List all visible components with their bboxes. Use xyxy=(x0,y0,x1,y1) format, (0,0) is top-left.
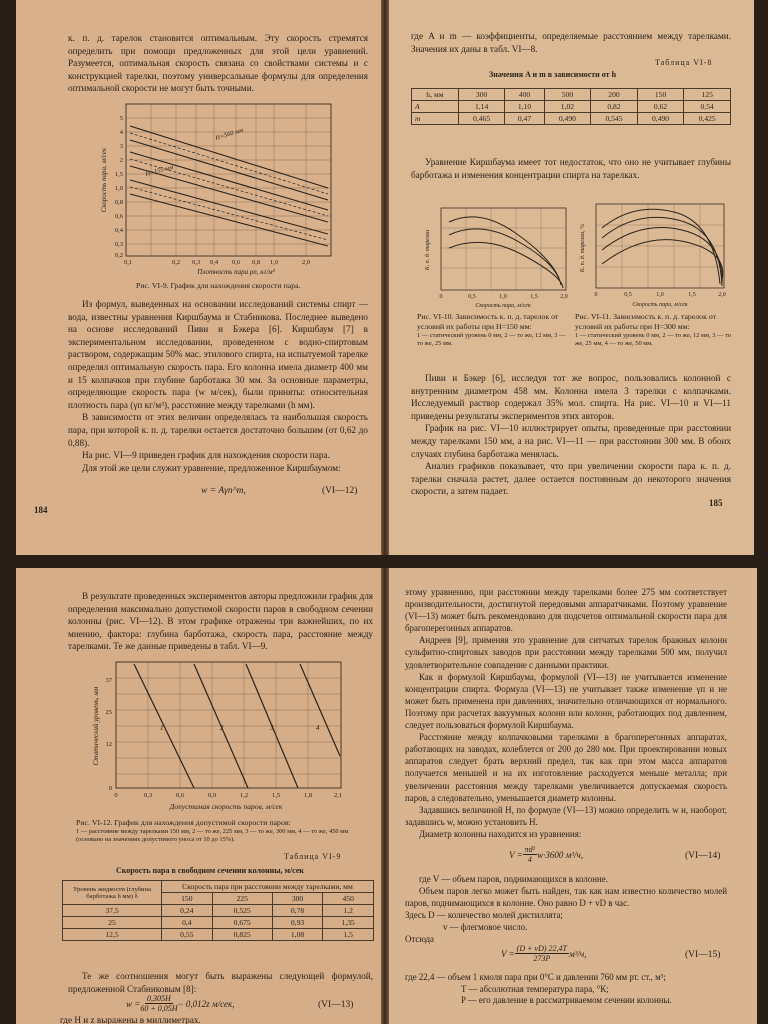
fig9-ytick: 2 xyxy=(119,157,123,164)
table-vi-9-label: Таблица VI-9 xyxy=(284,852,342,861)
formula14-left: V = xyxy=(509,849,523,860)
fig-vi-10-caption: Рис. VI-10. Зависимость к. п. д. тарелок от условий их работы при H=150 мм: 1 — статический уровень 0 мм, 2 — то же, 12 мм, 3 — то же, 25 мм. xyxy=(417,312,566,347)
fig9-ytick: 3 xyxy=(119,143,123,150)
fig12-xlabel: Допустимая скорость паров, м/сек xyxy=(169,802,283,811)
table-vi-9 xyxy=(62,880,374,941)
fig10-xtick: 0,5 xyxy=(468,294,476,300)
fig9-ytick: 4 xyxy=(119,129,123,136)
fig11-xlabel: Скорость пара, м/сек xyxy=(632,302,688,308)
fig9-ytick: 1,0 xyxy=(114,185,123,192)
table-cell: 0,82 xyxy=(591,101,638,113)
fig12-xtick: 2,1 xyxy=(333,792,343,799)
fig9-xtick: 0,4 xyxy=(209,259,219,266)
fig9-ytick: 0,3 xyxy=(114,241,123,248)
formula-vi-13 xyxy=(126,994,234,1013)
fig10-xlabel: Скорость пара, м/сек xyxy=(475,303,531,309)
eq-number-vi-13: (VI—13) xyxy=(318,1000,354,1010)
fig9-label-155: H=155 мм xyxy=(144,163,175,178)
fig12-xtick: 1,2 xyxy=(239,792,249,799)
page186-intro: В результате проведенных экспериментов авторы предложили график для определения максимально допустимой скорости паров в свободном сечении колонны (рис. VI—12). В этом графике отражены три важнейших, по их мнению, фактора: глубина барботажа, скорость пара, расстояние между тарелками. Те же данные приведены в табл. VI—9. xyxy=(68,591,373,652)
table-row xyxy=(412,113,731,125)
table-row xyxy=(63,917,374,929)
page186-para3: где H и z выражены в миллиметрах. xyxy=(60,1015,201,1024)
fig12-curve-label: 4 xyxy=(316,724,320,732)
fig12-xtick: 1,5 xyxy=(271,792,281,799)
book-gutter xyxy=(381,0,389,1024)
fig12-curve-label: 3 xyxy=(270,724,274,732)
page185-para1: Уравнение Киршбаума имеет тот недостаток, что оно не учитывает глубины барботажа и изменения концентрации спирта на тарелках. xyxy=(411,157,731,180)
page185-intro: где A и m — коэффициенты, определяемые расстоянием между тарелками. Значения их даны в табл. VI—8. xyxy=(411,31,731,54)
fig12-xtick: 0,9 xyxy=(207,792,217,799)
formula13-left: w = xyxy=(126,998,141,1009)
table-cell: 0,93 xyxy=(272,917,323,929)
fig11-ylabel: К. п. д. тарелки, % xyxy=(580,223,586,273)
spread-separator xyxy=(0,555,768,568)
formula14-denominator: 4 xyxy=(527,855,532,864)
fig10-xtick: 0 xyxy=(439,294,443,300)
fig11-xtick: 1,5 xyxy=(688,292,696,298)
table-cell: 12,5 xyxy=(63,929,162,941)
table-header-cell: h, мм xyxy=(412,89,459,101)
page-187 xyxy=(389,568,757,1024)
fig10-xtick: 2,0 xyxy=(560,294,568,300)
table-cell: 1,02 xyxy=(544,101,591,113)
table-header-cell: 150 xyxy=(637,89,684,101)
fig9-label-560: H=560 мм xyxy=(214,126,245,142)
fig9-xtick: 0,1 xyxy=(123,259,133,266)
fig10-ylabel: К. п. д. тарелки xyxy=(425,229,431,271)
fig9-xtick: 2,0 xyxy=(301,259,311,266)
table-cell: 0,62 xyxy=(637,101,684,113)
table-header-cell: 225 xyxy=(212,893,272,905)
table-cell: 37,5 xyxy=(63,905,162,917)
table-header-cell: 200 xyxy=(591,89,638,101)
table-cell: 0,425 xyxy=(684,113,731,125)
table-cell: A xyxy=(412,101,459,113)
fig9-xtick: 1,0 xyxy=(269,259,279,266)
fig12-ytick: 12 xyxy=(105,741,112,748)
table-header-cell: 400 xyxy=(505,89,544,101)
table-vi-8-label: Таблица VI-8 xyxy=(655,58,713,67)
table-vi-8 xyxy=(411,88,731,125)
fig-vi-9-caption: Рис. VI-9. График для нахождения скорости пара. xyxy=(136,281,301,290)
fig9-xtick: 0,3 xyxy=(191,259,201,266)
formula-vi-12: w = Aγп^m, xyxy=(201,486,246,496)
table-cell: 0,490 xyxy=(637,113,684,125)
table-cell: 1,14 xyxy=(458,101,505,113)
table-header-cell: 150 xyxy=(162,893,213,905)
fig-vi-9-chart xyxy=(96,96,346,276)
fig9-ytick: 0,8 xyxy=(114,199,123,206)
table-cell: 0,490 xyxy=(544,113,591,125)
table-vi-9-title: Скорость пара в свободном сечении колонны, м/сек xyxy=(116,866,304,875)
table-cell: 1,5 xyxy=(323,929,374,941)
table-cell: 1,35 xyxy=(323,917,374,929)
table-cell: 1,10 xyxy=(505,101,544,113)
page187-body2: где V — объем паров, поднимающихся в колонне. Объем паров легко может быть найден, так как нам известно количество молей паров, поднимающихся в колонне. Оно равно D + vD в час. Здесь D — количество молей дистиллята; v — флегмовое число. Отсюда xyxy=(405,874,727,945)
fig11-curve-4 xyxy=(602,240,723,280)
fig-vi-12-chart xyxy=(86,656,356,816)
page-184 xyxy=(16,0,381,555)
formula14-fraction xyxy=(523,845,537,864)
fig11-xtick: 1,0 xyxy=(656,292,664,298)
eq-number-vi-15: (VI—15) xyxy=(685,950,721,960)
fig9-ytick: 5 xyxy=(119,115,123,122)
fig9-ytick: 1,5 xyxy=(114,171,123,178)
table-header-cell: 300 xyxy=(272,893,323,905)
formula13-right: − 0,012z м/сек, xyxy=(177,998,235,1009)
fig12-xtick: 0,3 xyxy=(143,792,153,799)
fig11-xtick: 0 xyxy=(594,292,598,298)
table-header-cell: 450 xyxy=(323,893,374,905)
table-cell: 0,825 xyxy=(212,929,272,941)
fig12-ylabel: Статический уровень, мм xyxy=(92,686,100,766)
fig12-curve-label: 1 xyxy=(160,724,164,732)
formula14-right: w·3600 м³/ч, xyxy=(537,849,584,860)
page184-body: Из формул, выведенных на основании исследований системы спирт — вода, известны уравнения Киршбаума и Стабникова. Последнее выведено на основе исследований Пиви и Бэкера [6]. Киршбаум [7] в экспериментальном исследовании, проведенном с водно-спиртовым раствором, содержащим 50% мас. этилового спирта, на испытуемой тарелке определял оптимальную скорость пара. Его колонна имела диаметр 400 мм и 15 колпачков при глубине барботажа 30 мм. За основные параметры, определяющие скорость пара (w м/сек), были приняты: относительная плотность пара (γп кг/м³), расстояние между тарелками (h мм). В зависимости от этих величин определялась та наибольшая скорость пара, при которой к. п. д. тарелки остается достаточно большим (от 0,62 до 0,88). На рис. VI—9 приведен график для нахождения скорости пара. Для этой же цели служит уравнение, предложенное Киршбаумом: xyxy=(68,299,368,473)
formula15-fraction xyxy=(515,944,569,963)
fig9-xtick: 0,8 xyxy=(251,259,261,266)
fig9-xlabel: Плотность пара ρп, кг/м³ xyxy=(197,268,275,276)
eq-number-vi-12: (VI—12) xyxy=(322,486,358,496)
formula15-numerator: (D + vD) 22,4T xyxy=(516,944,567,953)
formula13-numerator: 0,305H xyxy=(147,994,171,1003)
fig9-xtick: 0,2 xyxy=(171,259,181,266)
table-header-cell: 500 xyxy=(544,89,591,101)
fig12-xtick: 1,8 xyxy=(303,792,313,799)
page-185 xyxy=(389,0,754,555)
page186-para2: Те же соотношения могут быть выражены следующей формулой, предложенной Стабниковым [8]: xyxy=(68,971,373,994)
table-cell: 25 xyxy=(63,917,162,929)
page187-body: этому уравнению, при расстоянии между тарелками более 275 мм соответствует производительности, достигнутой передовыми аппаратчиками. Поэтому уравнение (VI—13) может быть рекомендовано для подсчетов оптимальной скорости пара для брагоперегонных аппаратов. Андреев [9], применяя это уравнение для ситчатых тарелок бражных колонн сульфитно-спиртовых заводов при расстоянии между тарелками 500 мм, получил удовлетворительное совпадение с данными практики. Как и формулой Киршбаума, формулой (VI—13) не учитывается изменение концентрации спирта. Формула (VI—13) не учитывает также изменение γп и не может быть применена при давлениях, значительно отличающихся от нормального. Поэтому при расчетах вакуумных колонн или колонн, работающих под давлением, следует пользоваться формулой Киршбаума. Расстояние между колпачковыми тарелками в брагоперегонных аппаратах, работающих на заводах, колеблется от 200 до 280 мм. При проектировании новых аппаратов следует брать верхний предел, так как при этом масса аппаратов получается меньшей и на их изготовление расходуется меньше металла; при увеличении расстояния между тарелками увеличивается допускаемая скорость паров, а следовательно, уменьшается диаметр колонны. Задавшись величиной H, по формуле (VI—13) можно определить w и, наоборот, задавшись w, можно установить H. Диаметр колонны находится из уравнения: xyxy=(405,587,727,839)
fig12-ytick: 0 xyxy=(108,785,112,792)
fig9-ytick: 0,2 xyxy=(114,252,123,259)
fig12-ytick: 25 xyxy=(105,709,112,716)
page184-intro: к. п. д. тарелок становится оптимальным. Эту скорость стремятся определить при помощи предложенных для этой цели уравнений. Разумеется, оптимальная скорость связана со свойствами системы и с конструкцией тарелки, поэтому универсальные формулы для определения оптимальной скорости не могут быть точными. xyxy=(68,33,368,94)
fig12-ytick: 37 xyxy=(105,677,112,684)
table-cell: 1,2 xyxy=(323,905,374,917)
table-row xyxy=(63,881,374,893)
table-cell: 0,4 xyxy=(162,917,213,929)
table-row xyxy=(412,101,731,113)
table-cell: 0,24 xyxy=(162,905,213,917)
fig9-ytick: 0,6 xyxy=(114,213,123,220)
formula15-left: V = xyxy=(501,948,515,959)
formula-vi-15 xyxy=(501,944,586,963)
page185-body: Пиви и Бэкер [6], исследуя тот же вопрос, пользовались колонной с внутренним диаметром 458 мм. Колонна имела 3 тарелки с колпачками. Исследуемый раствор содержал 35% мол. спирта. На рис. VI—10 и VI—11 приведены результаты экспериментов этих авторов. График на рис. VI—10 иллюстрирует опыты, проведенные при расстоянии между тарелками 150 мм, а на рис. VI—11 — при расстоянии 300 мм. В обоих случаях глубина барботажа менялась. Анализ графиков показывает, что при увеличении скорости пара к. п. д. тарелки сначала растет, далее остается постоянным до некоторого значения скорости, а затем падает. xyxy=(411,373,731,497)
table-header-cell: Скорость пара при расстоянии между тарелками, мм xyxy=(162,881,374,893)
table-cell: 0,545 xyxy=(591,113,638,125)
fig-vi-12-caption: Рис. VI-12. График для нахождения допустимой скорости паров: 1 — расстояние между тарелками 150 мм, 2 — то же, 225 мм, 3 — то же, 300 мм, 4 — то же, 450 мм (основано на значениях допустимого уноса от 10 до 15%). xyxy=(76,818,349,843)
fig10-xtick: 1,0 xyxy=(499,294,507,300)
fig11-xtick: 0,5 xyxy=(624,292,632,298)
fig12-xtick: 0,6 xyxy=(175,792,185,799)
fig9-ylabel: Скорость пара, м/сек xyxy=(100,147,108,213)
table-cell: 0,54 xyxy=(684,101,731,113)
table-cell: 0,525 xyxy=(212,905,272,917)
fig12-xtick: 0 xyxy=(114,792,118,799)
table-header-cell: 300 xyxy=(458,89,505,101)
fig9-xtick: 0,6 xyxy=(231,259,241,266)
table-row xyxy=(412,89,731,101)
page-number-184: 184 xyxy=(34,505,48,515)
eq-number-vi-14: (VI—14) xyxy=(685,851,721,861)
formula13-fraction xyxy=(140,994,177,1013)
fig11-xtick: 2,0 xyxy=(718,292,726,298)
formula14-numerator: πd² xyxy=(524,845,536,854)
fig-vi-11-caption: Рис. VI-11. Зависимость к. п. д. тарелок от условий их работы при H=300 мм: 1 — статический уровень 0 мм, 2 — то же, 12 мм, 3 — то же, 25 мм, 4 — то же, 50 мм. xyxy=(575,312,731,347)
fig10-curve-1 xyxy=(449,217,559,278)
page-number-185: 185 xyxy=(709,498,723,508)
formula15-right: м³/ч, xyxy=(568,948,587,959)
table-cell: m xyxy=(412,113,459,125)
table-row xyxy=(63,905,374,917)
formula-vi-14 xyxy=(509,845,583,864)
fig-vi-10-chart xyxy=(419,200,574,310)
page187-defs: где 22,4 — объем 1 кмоля пара при 0°С и давлении 760 мм рт. ст., м³; T — абсолютная температура пара, °К; P — его давление в рассматриваемом сечении колонны. xyxy=(405,972,672,1006)
fig11-curve-1 xyxy=(602,209,720,284)
table-vi-8-title: Значения A и m в зависимости от h xyxy=(489,70,617,79)
formula13-denominator: 60 + 0,05H xyxy=(140,1004,178,1013)
table-cell: 0,465 xyxy=(458,113,505,125)
table-header-cell: Уровень жидкости (глубина барботажа h мм) δ xyxy=(63,881,162,905)
table-cell: 0,47 xyxy=(505,113,544,125)
fig10-xtick: 1,5 xyxy=(530,294,538,300)
fig-vi-11-chart xyxy=(574,198,734,310)
table-cell: 0,78 xyxy=(272,905,323,917)
fig9-ytick: 0,4 xyxy=(114,227,123,234)
fig12-curve-label: 2 xyxy=(220,724,224,732)
table-cell: 1,08 xyxy=(272,929,323,941)
page-186 xyxy=(16,568,381,1024)
table-header-cell: 125 xyxy=(684,89,731,101)
table-row xyxy=(63,929,374,941)
table-cell: 0,675 xyxy=(212,917,272,929)
table-cell: 0,55 xyxy=(162,929,213,941)
formula15-denominator: 273P xyxy=(533,954,551,963)
fig11-curve-3 xyxy=(602,228,722,285)
